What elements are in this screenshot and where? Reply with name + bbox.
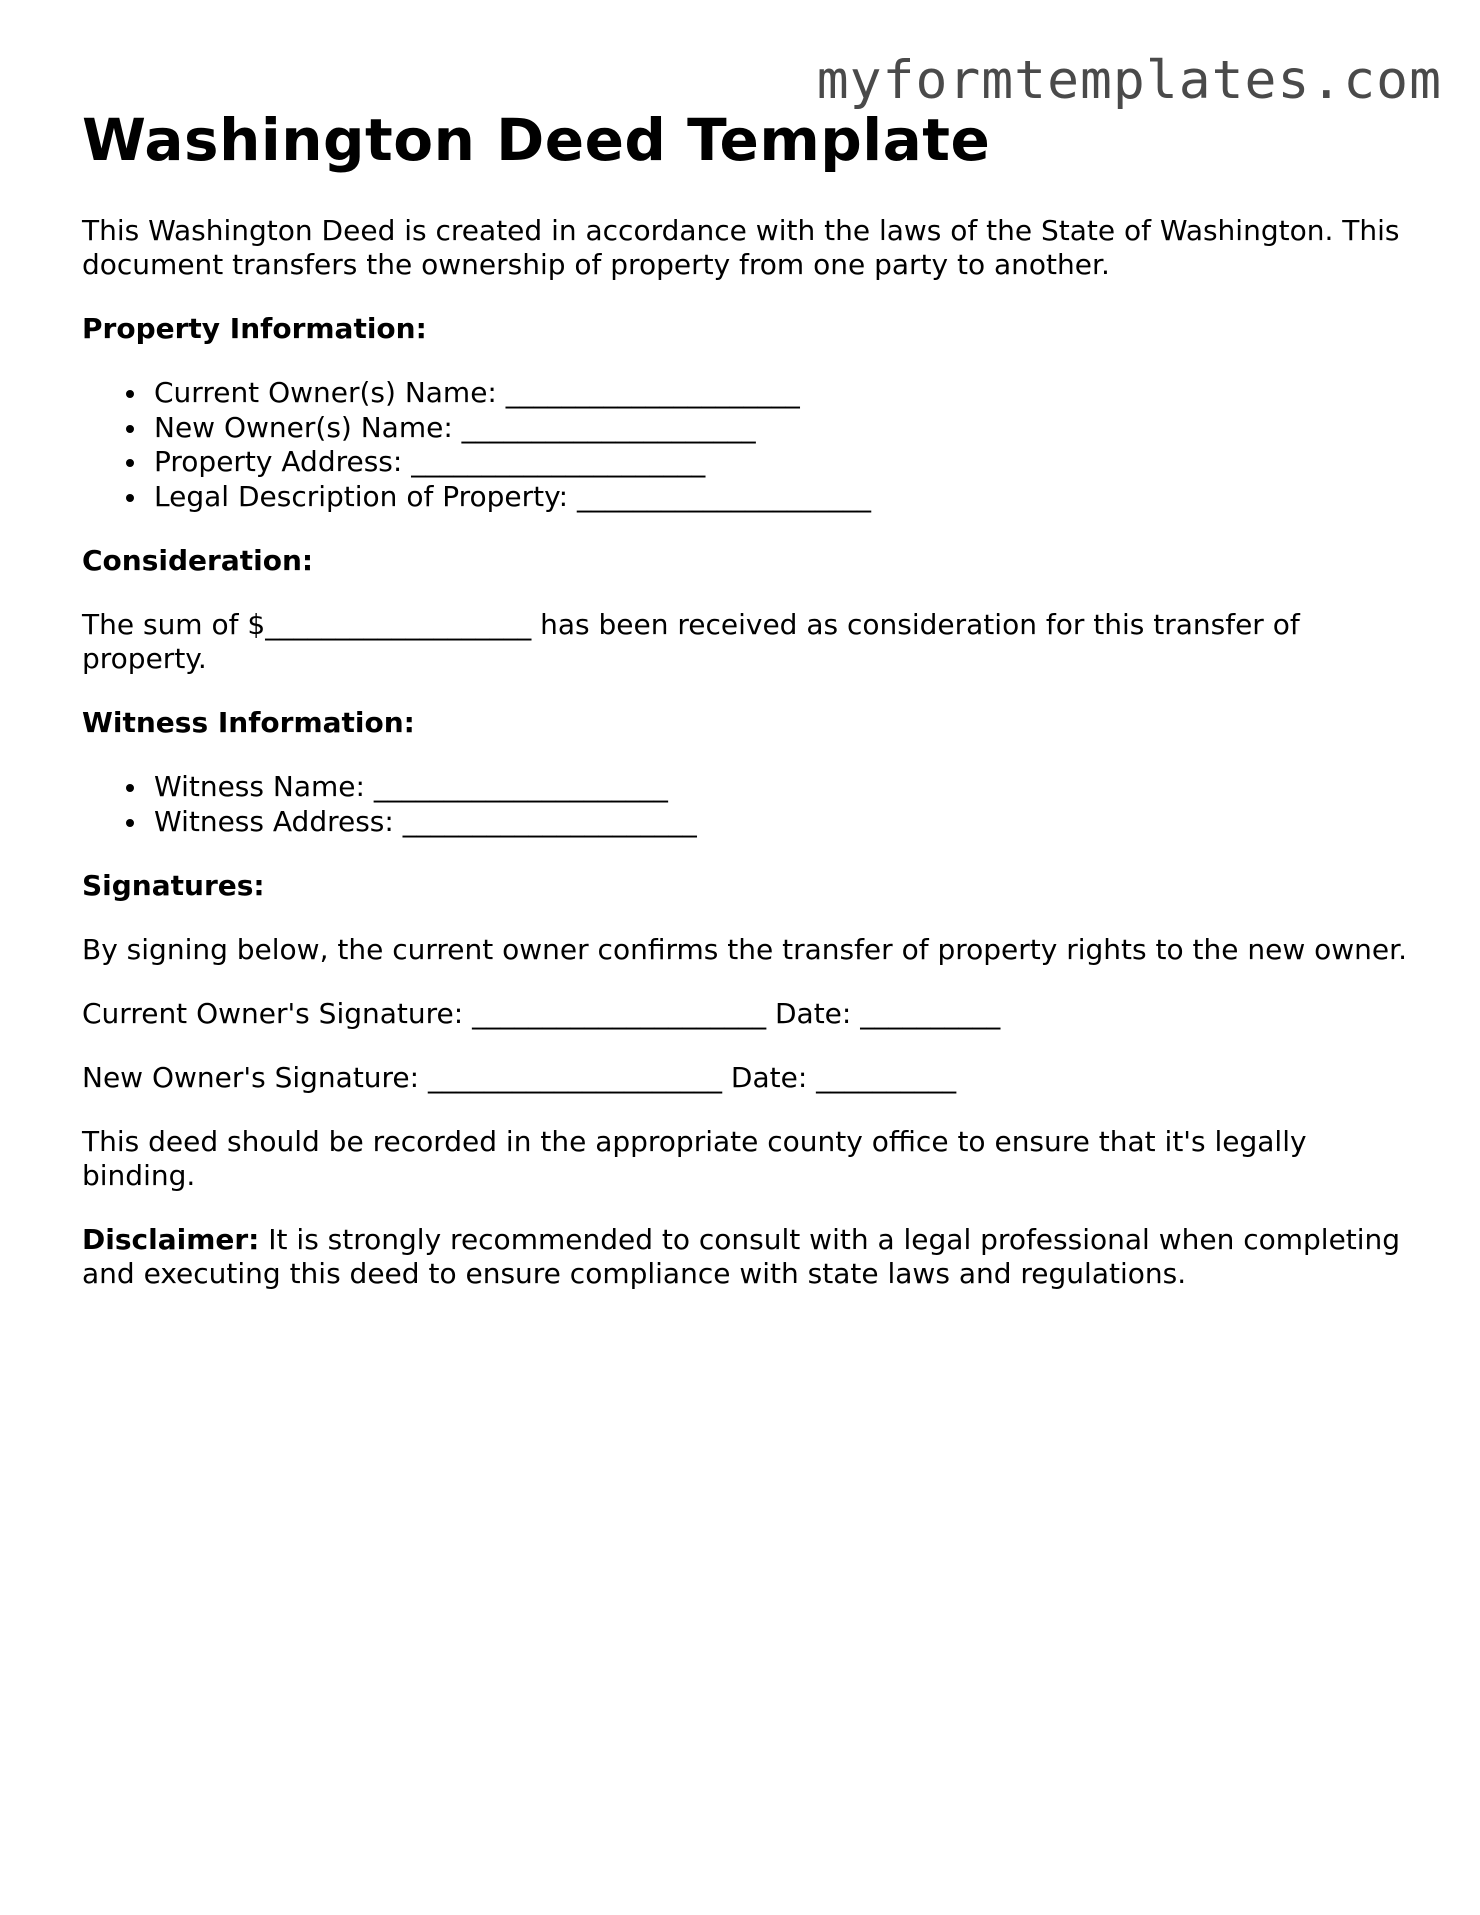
current-owner-signature-line: Current Owner's Signature: _____________________ Date: __________ [82, 997, 1001, 1030]
consideration-text: The sum of $___________________ has been received as consideration for this transfer of property. [82, 608, 1300, 675]
intro-paragraph: This Washington Deed is created in accordance with the laws of the State of Washington. This document transfers the ownership of property from one party to another. [82, 214, 1400, 281]
disclaimer-label: Disclaimer: [82, 1223, 260, 1256]
property-item-current-owner: Current Owner(s) Name: _____________________ [154, 376, 1412, 411]
consideration-heading: Consideration: [82, 544, 314, 577]
witness-list [82, 770, 1412, 839]
recording-note: This deed should be recorded in the appropriate county office to ensure that it's legally binding. [82, 1125, 1307, 1192]
signatures-heading: Signatures: [82, 869, 265, 902]
new-owner-signature-line: New Owner's Signature: _____________________ Date: __________ [82, 1061, 957, 1094]
witness-item-name: Witness Name: _____________________ [154, 770, 1412, 805]
page-title: Washington Deed Template [82, 106, 991, 174]
property-item-new-owner: New Owner(s) Name: _____________________ [154, 411, 1412, 446]
signatures-text: By signing below, the current owner confirms the transfer of property rights to the new owner. [82, 933, 1407, 966]
witness-heading: Witness Information: [82, 706, 415, 739]
property-item-legal-description: Legal Description of Property: _____________________ [154, 480, 1412, 515]
property-heading: Property Information: [82, 312, 427, 345]
disclaimer-text: It is strongly recommended to consult with a legal professional when completing and executing this deed to ensure compliance with state laws and regulations. [82, 1223, 1401, 1290]
property-item-address: Property Address: _____________________ [154, 445, 1412, 480]
property-list [82, 376, 1412, 514]
watermark: myformtemplates.com [816, 50, 1442, 111]
disclaimer-paragraph [82, 1223, 1412, 1291]
witness-item-address: Witness Address: _____________________ [154, 805, 1412, 840]
document-page [82, 100, 1412, 1291]
